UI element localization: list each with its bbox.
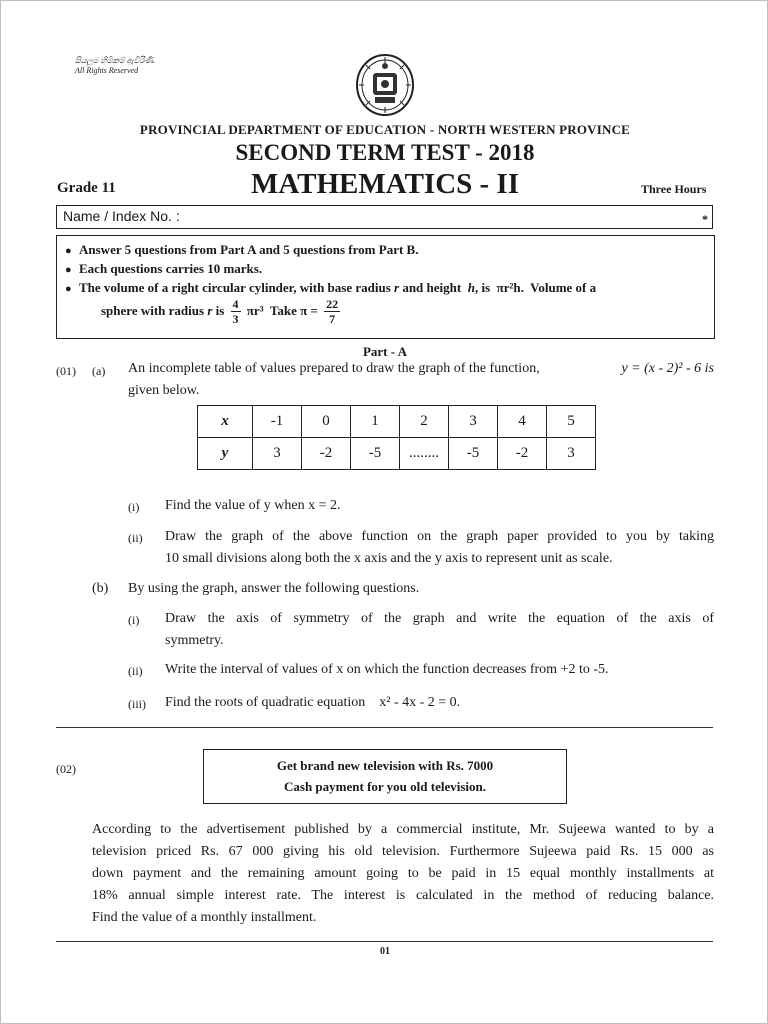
subpart-label: (i) <box>128 613 140 627</box>
government-emblem-icon <box>353 51 417 119</box>
instruction-sphere-formula: sphere with radius r is $\frac{4}{3}$ πr³ Take π = $\frac{22}{7}$ <box>101 297 339 326</box>
copyright-english: All Rights Reserved <box>75 66 139 75</box>
copyright-notice <box>75 56 155 76</box>
question-paragraph: According to the advertisement published by a commercial institute, Mr. Sujeewa wanted to by a television priced Rs. 67 000 giving his old television. Furthermore Sujeewa paid Rs. 15 000 as down payment and the remaining amount going to be paid in 15 equal monthly installments at 18% annual simple interest rate. The interest is calculated in the method of reducing balance. Find the value of a monthly installment. <box>92 822 714 925</box>
fraction-four-thirds: $\frac{4}{3}$ <box>232 297 239 326</box>
subject-title: MATHEMATICS - II <box>251 168 519 200</box>
table-row <box>198 406 596 438</box>
quadratic-equation: x² - 4x - 2 = 0. <box>379 695 461 710</box>
asterisk-mark: * <box>702 212 708 226</box>
department-heading: PROVINCIAL DEPARTMENT OF EDUCATION - NORTH WESTERN PROVINCE <box>139 122 631 137</box>
subpart-label: (a) <box>92 364 106 378</box>
advert-line: Get brand new television with Rs. 7000 <box>276 758 494 773</box>
question-number: (02) <box>56 762 76 776</box>
part-a-heading: Part - A <box>362 344 408 359</box>
page-number: 01 <box>380 946 390 957</box>
table-cell: 5 <box>547 406 596 438</box>
subpart-label: (i) <box>128 500 140 514</box>
function-expression: y = (x - 2)² - 6 is <box>621 361 714 376</box>
fraction-twenty-two-sevenths: $\frac{22}{7}$ <box>326 297 339 326</box>
table-cell: 0 <box>302 406 351 438</box>
table-cell: 3 <box>449 406 498 438</box>
bullet-icon: ● <box>65 283 72 295</box>
table-cell: -2 <box>302 438 351 470</box>
name-index-field[interactable] <box>56 205 713 229</box>
table-cell: -5 <box>449 438 498 470</box>
question-text: Write the interval of values of x on which the function decreases from +2 to -5. <box>165 662 609 677</box>
question-text: Find the value of y when x = 2. <box>165 498 341 513</box>
subpart-label: (ii) <box>128 531 143 545</box>
name-index-label: Name / Index No. : <box>63 208 180 224</box>
advertisement-box <box>203 749 567 804</box>
table-cell: -5 <box>351 438 400 470</box>
grade-label: Grade 11 <box>57 180 116 196</box>
subpart-label: (iii) <box>128 697 146 711</box>
question-text: An incomplete table of values prepared to draw the graph of the function, y = (x - 2)² - 6 is given below. <box>128 358 714 402</box>
table-row <box>198 438 596 470</box>
subpart-label: (ii) <box>128 664 143 678</box>
instruction-item: ● Each questions carries 10 marks. <box>65 261 263 276</box>
table-header-cell: x <box>198 406 253 438</box>
table-cell: 3 <box>547 438 596 470</box>
instructions-box <box>56 235 715 339</box>
bullet-icon: ● <box>65 264 72 276</box>
copyright-sinhala: සියලුම හිමිකම් ඇවිරිණි. <box>75 56 156 65</box>
bullet-icon: ● <box>65 245 72 257</box>
instruction-item: ● Answer 5 questions from Part A and 5 questions from Part B. <box>65 242 419 257</box>
instruction-item-volume: ● The volume of a right circular cylinder, with base radius r and height h, is πr²h. Volume of a <box>65 280 597 295</box>
subpart-label: (b) <box>92 581 109 596</box>
question-number: (01) <box>56 364 76 378</box>
table-cell: -1 <box>253 406 302 438</box>
test-title: SECOND TERM TEST - 2018 <box>235 140 535 165</box>
table-cell: -2 <box>498 438 547 470</box>
question-text: Draw the graph of the above function on the graph paper provided to you by taking 10 small divisions along both the x axis and the y axis to represent unit as scale. <box>165 529 714 566</box>
advert-line: Cash payment for you old television. <box>284 779 486 794</box>
question-text: By using the graph, answer the following questions. <box>128 581 420 596</box>
values-table <box>197 405 596 470</box>
table-cell: 4 <box>498 406 547 438</box>
table-cell: 1 <box>351 406 400 438</box>
table-cell: 2 <box>400 406 449 438</box>
question-text: Find the roots of quadratic equation x² - 4x - 2 = 0. <box>165 695 461 710</box>
section-divider <box>56 727 713 728</box>
table-header-cell: y <box>198 438 253 470</box>
table-cell-blank: ........ <box>400 438 449 470</box>
footer-divider <box>56 941 713 942</box>
question-text: Draw the axis of symmetry of the graph and write the equation of the axis of symmetry. <box>165 611 714 648</box>
table-cell: 3 <box>253 438 302 470</box>
duration-label: Three Hours <box>641 182 707 196</box>
